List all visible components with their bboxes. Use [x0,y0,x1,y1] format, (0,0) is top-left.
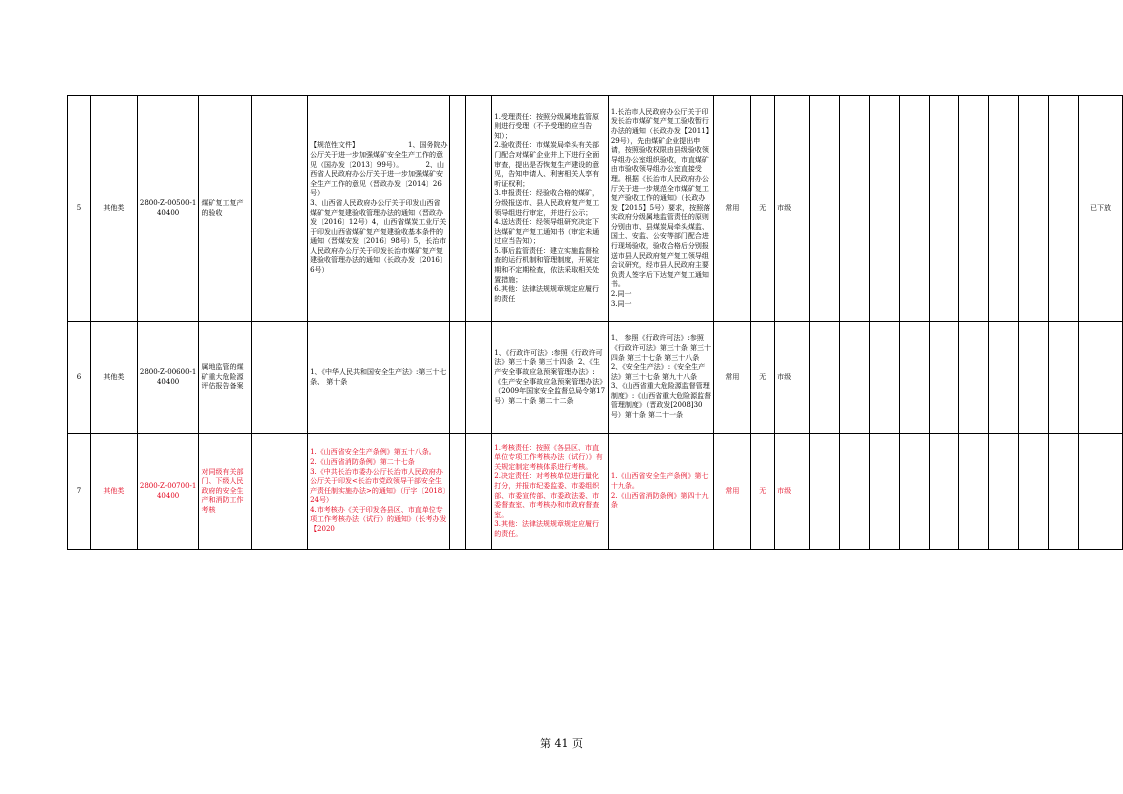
responsibility-items: 1.受理责任：按照分级属地监管原则进行受理（不予受理的应当告知）； 2.验收责任：市煤炭局牵头有关部门配合对煤矿企业井上下进行全面审查，提出是否恢复生产建设的意见，告知申请人、利害相关人享有听证权利； 3.申报责任：经验收合格的煤矿，分级报送市、县人民政府复产复工领导组进行审定，并进行公示； 4.送达责任：经领导组研究决定下达煤矿复产复工通知书（审定未通过应当告知）； 5.事后监管责任：建立实施监督检查的运行机制和管理制度，开展定期和不定期检查，依法采取相关处置措施； 6.其他：法律法规规章规定应履行的责任 [492,96,609,322]
table-row [68,322,1123,434]
empty-cell [869,322,899,434]
empty-cell [810,322,840,434]
empty-cell [1019,322,1049,434]
row-number: 7 [68,434,91,550]
matter-code: 2800-Z-00500-140400 [137,96,199,322]
empty-cell [959,434,989,550]
empty-cell [1019,96,1049,322]
empty-cell [929,322,959,434]
empty-cell [869,434,899,550]
empty-cell [466,96,492,322]
remark [1078,434,1122,550]
empty-cell [466,322,492,434]
empty-cell [899,96,929,322]
accountability-basis: 1.《山西省安全生产条例》第七十九条。 2.《山西省消防条例》第四十九条 [608,434,714,550]
empty-cell [929,434,959,550]
empty-cell [989,322,1019,434]
empty-cell [959,96,989,322]
accountability-basis: 1.长治市人民政府办公厅关于印发长治市煤矿复产复工验收暂行办法的通知（长政办发【2011】29号），先由煤矿企业提出申请，按照验收权限由县级验收领导组办公室组织验收，市直煤矿由市验收领导组办公室直接受理。根据《长治市人民政府办公厅关于进一步规范全市煤矿复工复产验收工作的通知》（长政办发【2015】5号）要求，按照落实政府分级属地监管责任的原则分别由市、县煤炭局牵头煤监、国土、安监、公安等部门配合进行现场验收，验收合格后分别报送市县人民政府复产复工领导组会议研究，经市县人民政府主要负责人签字后下达复产复工通知书。 2.同一 3.同一 [608,96,714,322]
empty-cell [1049,96,1079,322]
exercise-level: 市级 [775,96,810,322]
empty-cell [252,322,308,434]
matter-name: 属地监管的煤矿重大危险源评估报告备案 [199,322,252,434]
matter-name: 对同级有关部门、下级人民政府的安全生产和消防工作考核 [199,434,252,550]
empty-cell [989,96,1019,322]
empty-cell [959,322,989,434]
matters-table [67,95,1123,550]
row-number: 5 [68,96,91,322]
empty-cell [839,96,869,322]
empty-cell [810,434,840,550]
usage-frequency: 常用 [714,434,751,550]
empty-cell [899,322,929,434]
table-row [68,434,1123,550]
legal-basis: 【规范性文件】 1、国务院办公厅关于进一步加强煤矿安全生产工作的意见（国办发〔2013〕99号）。 2、山西省人民政府办公厅关于进一步加强煤矿安全生产工作的意见（晋政办发〔2014〕26号） 3、山西省人民政府办公厅关于印发山西省煤矿复产复建验收管理办法的通知（晋政办发〔2016〕12号）4，山西省煤炭工业厅关于印发山西省煤矿复产复建验收基本条件的通知（晋煤安发〔2016〕98号）5，长治市人民政府办公厅关于印发长治市煤矿复产复建验收管理办法的通知（长政办发〔2016〕6号） [308,96,450,322]
accountability-basis: 1、 参照《行政许可法》:参照《行政许可法》第三十条 第三十四条 第三十七条 第三十八条 2、《安全生产法》:《安全生产法》第三十七条 第九十八条 3、《山西省重大危险源监督管理制度》:《山西省重大危险源监督管理制度》（晋政发[2008]30号）第十条 第二十一条 [608,322,714,434]
remark [1078,322,1122,434]
fee-status: 无 [751,434,775,550]
empty-cell [839,434,869,550]
empty-cell [1049,434,1079,550]
matter-category: 其他类 [90,322,137,434]
empty-cell [450,96,466,322]
legal-basis: 1.《山西省安全生产条例》第五十八条。 2.《山西省消防条例》第二十七条 3.《中共长治市委办公厅长治市人民政府办公厅关于印发<长治市党政领导干部安全生产责任制实施办法>的通知》（厅字〔2018〕24号） 4.市考核办《关于印发各县区、市直单位专项工作考核办法（试行）的通知》（长考办发【2020 [308,434,450,550]
empty-cell [839,322,869,434]
empty-cell [1049,322,1079,434]
empty-cell [899,434,929,550]
empty-cell [1019,434,1049,550]
exercise-level: 市级 [775,322,810,434]
row-number: 6 [68,322,91,434]
matter-code: 2800-Z-00700-140400 [137,434,199,550]
empty-cell [450,434,466,550]
legal-basis: 1、《中华人民共和国安全生产法》:第三十七条、 第十条 [308,322,450,434]
table-row [68,96,1123,322]
fee-status: 无 [751,96,775,322]
remark: 已下放 [1078,96,1122,322]
matter-code: 2800-Z-00600-140400 [137,322,199,434]
empty-cell [810,96,840,322]
usage-frequency: 常用 [714,322,751,434]
empty-cell [450,322,466,434]
page-number: 第 41 页 [540,737,583,750]
empty-cell [869,96,899,322]
empty-cell [929,96,959,322]
matter-category: 其他类 [90,96,137,322]
usage-frequency: 常用 [714,96,751,322]
matter-category: 其他类 [90,434,137,550]
responsibility-items: 1、《行政许可法》:参照《行政许可法》第三十条 第三十四条 2、《生产安全事故应急预案管理办法》:《生产安全事故应急预案管理办法》（2009年国家安全监督总局令第17号）第二十条 第二十二条 [492,322,609,434]
empty-cell [989,434,1019,550]
fee-status: 无 [751,322,775,434]
matter-name: 煤矿复工复产的验收 [199,96,252,322]
exercise-level: 市级 [775,434,810,550]
empty-cell [466,434,492,550]
empty-cell [252,434,308,550]
responsibility-items: 1.考核责任：按照《各县区、市直单位专项工作考核办法（试行）》有关规定制定考核体系进行考核。 2.决定责任：对考核单位进行量化打分，并报市纪委监委、市委组织部、市委宣传部、市委政法委、市委督查室、市考核办和市政府督查室。 3.其他：法律法规规章规定应履行的责任。 [492,434,609,550]
empty-cell [252,96,308,322]
